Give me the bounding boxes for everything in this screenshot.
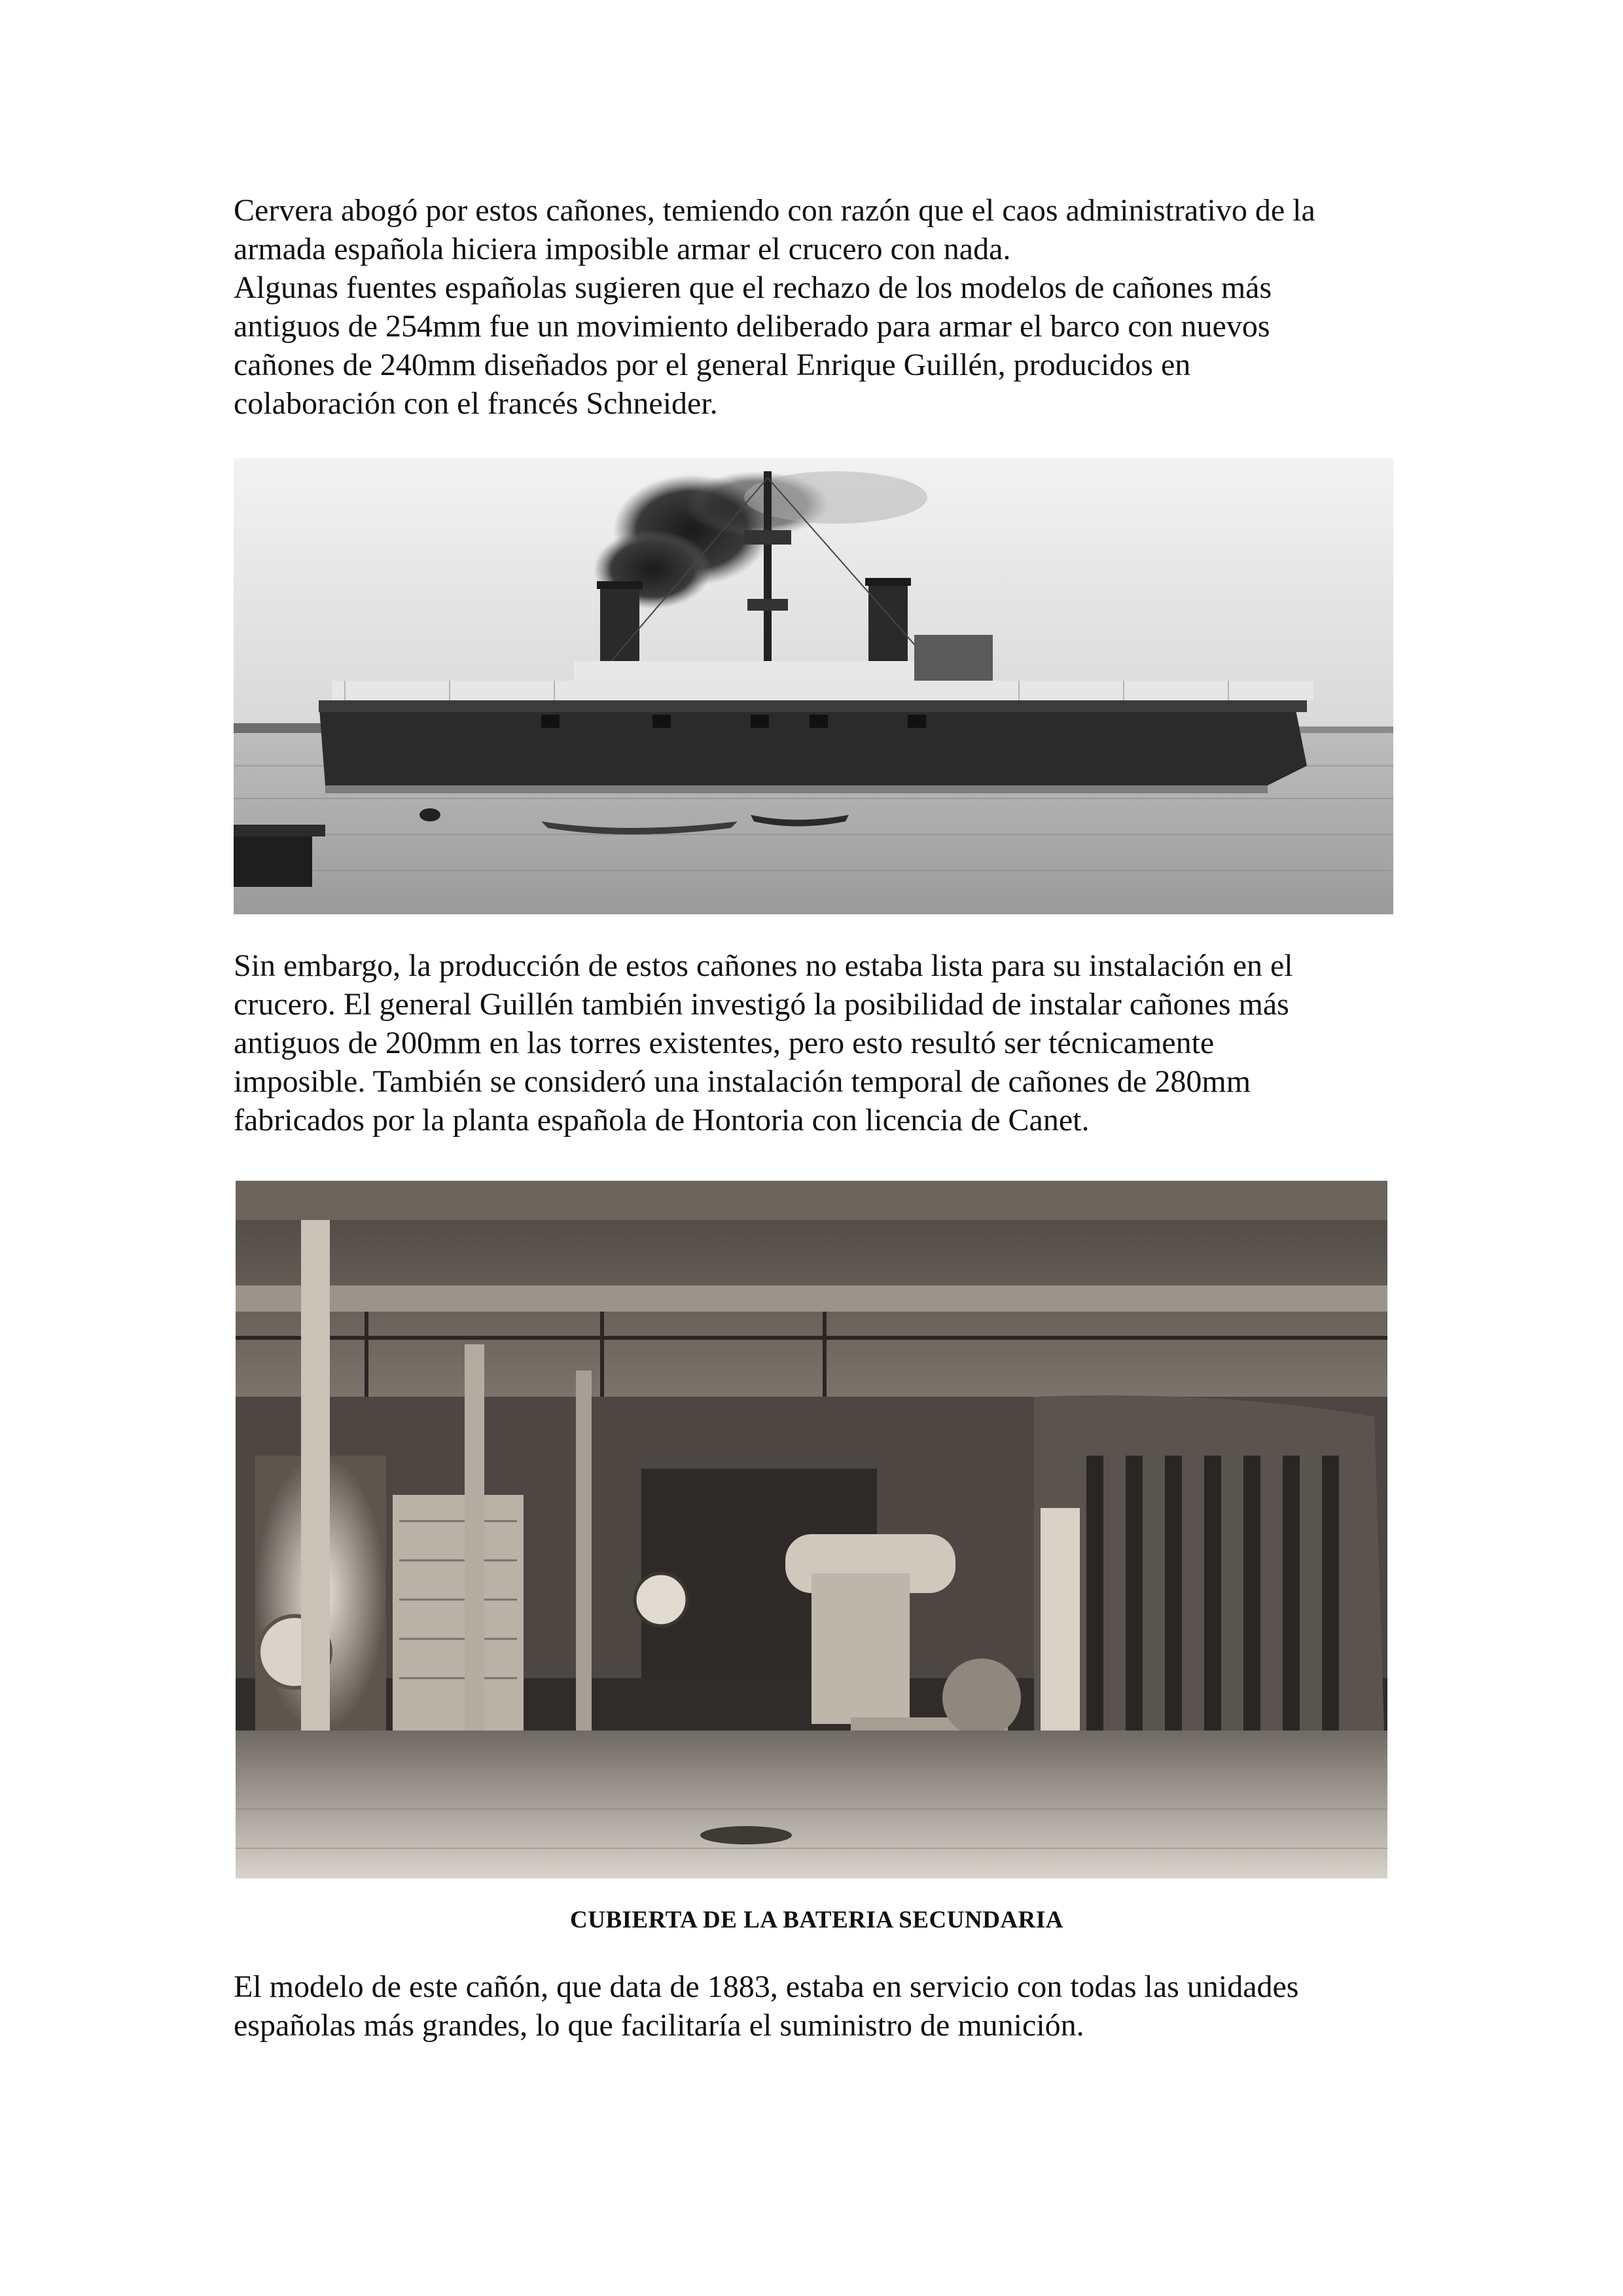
paragraph-2 — [234, 268, 1400, 423]
paragraph-line: fabricados por la planta española de Hontoria con licencia de Canet. — [234, 1103, 1090, 1138]
paragraph-line: crucero. El general Guillén también investigó la posibilidad de instalar cañones más — [234, 987, 1289, 1022]
paragraph-line: El modelo de este cañón, que data de 1883, estaba en servicio con todas las unidades — [234, 1969, 1299, 2004]
paragraph-4 — [234, 1967, 1400, 2045]
paragraph-line: armada española hiciera imposible armar el crucero con nada. — [234, 232, 1011, 266]
cruiser-photo-illustration — [234, 458, 1393, 914]
paragraph-line: antiguos de 200mm en las torres existentes, pero esto resultó ser técnicamente — [234, 1026, 1215, 1060]
battery-deck-photo — [236, 1181, 1387, 1878]
paragraph-line: Sin embargo, la producción de estos cañones no estaba lista para su instalación en el — [234, 948, 1293, 983]
paragraph-line: colaboración con el francés Schneider. — [234, 386, 718, 421]
paragraph-line: cañones de 240mm diseñados por el general Enrique Guillén, producidos en — [234, 348, 1191, 382]
paragraph-1 — [234, 191, 1400, 268]
paragraph-line: Algunas fuentes españolas sugieren que el rechazo de los modelos de cañones más — [234, 270, 1272, 305]
figure-caption: CUBIERTA DE LA BATERIA SECUNDARIA — [570, 1907, 1063, 1933]
cruiser-photo — [234, 458, 1393, 914]
paragraph-line: antiguos de 254mm fue un movimiento deliberado para armar el barco con nuevos — [234, 309, 1270, 344]
paragraph-line: imposible. También se consideró una instalación temporal de cañones de 280mm — [234, 1064, 1251, 1099]
paragraph-3 — [234, 946, 1400, 1139]
paragraph-line: Cervera abogó por estos cañones, temiendo con razón que el caos administrativo de la — [234, 193, 1315, 228]
battery-deck-illustration — [236, 1181, 1387, 1878]
paragraph-line: españolas más grandes, lo que facilitaría el suministro de munición. — [234, 2008, 1084, 2043]
